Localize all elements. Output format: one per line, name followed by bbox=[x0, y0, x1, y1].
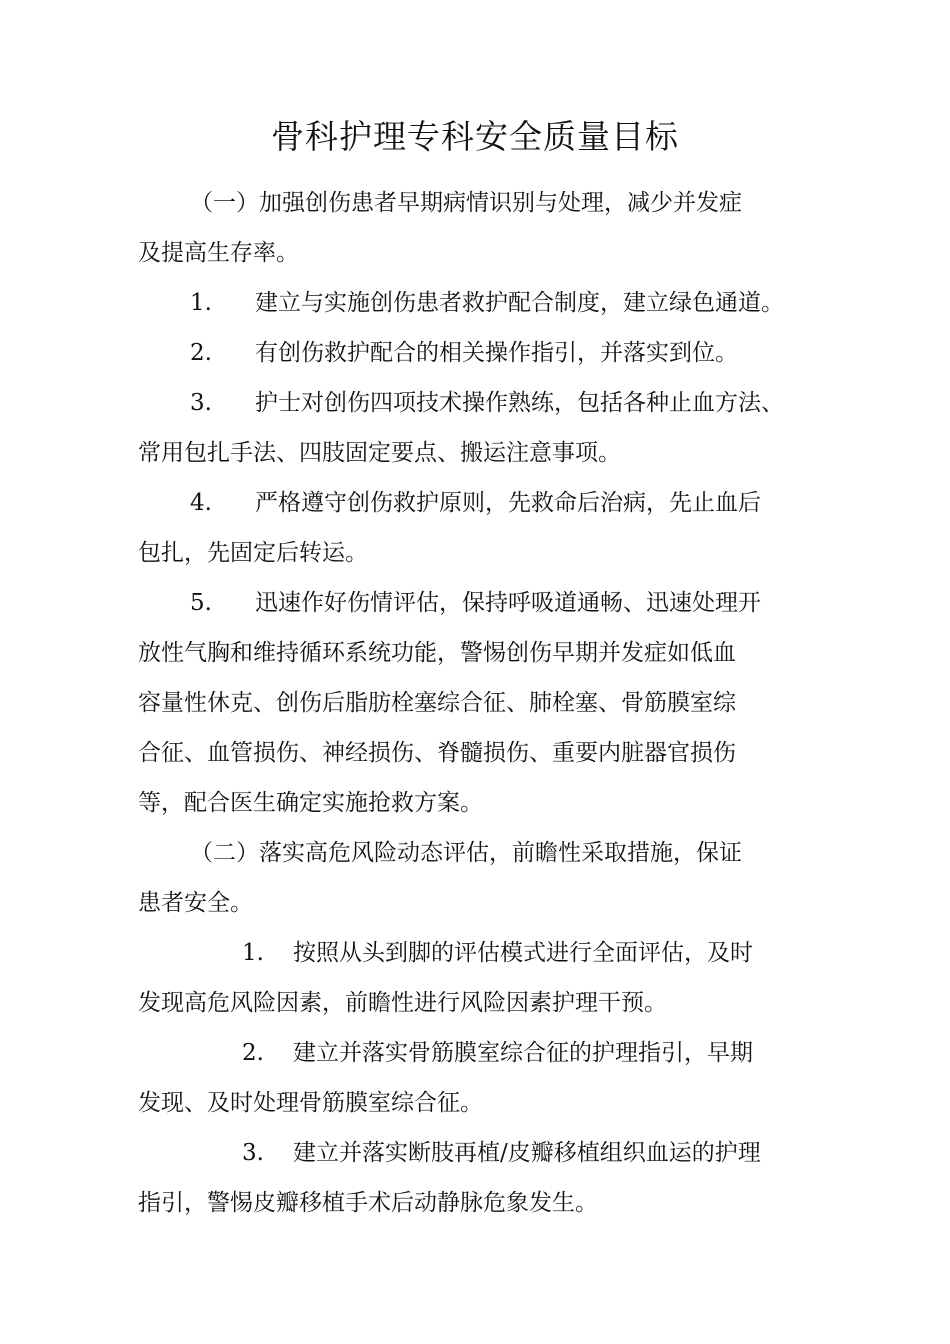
section1-item-5-line2: 放性气胸和维持循环系统功能，警惕创伤早期并发症如低血 bbox=[138, 640, 736, 666]
section2-item-2-number: 2. bbox=[242, 1040, 264, 1066]
section2-heading-line2: 患者安全。 bbox=[138, 890, 253, 916]
section1-item-1-line1: 建立与实施创伤患者救护配合制度，建立绿色通道。 bbox=[255, 290, 784, 316]
document-title: 骨科护理专科安全质量目标 bbox=[271, 117, 679, 156]
section2-item-2-line2: 发现、及时处理骨筋膜室综合征。 bbox=[138, 1090, 483, 1116]
section2-item-3-line2: 指引，警惕皮瓣移植手术后动静脉危象发生。 bbox=[138, 1190, 598, 1216]
section1-item-5-number: 5. bbox=[190, 590, 212, 616]
section1-item-4-line2: 包扎，先固定后转运。 bbox=[138, 540, 368, 566]
section1-item-3-line2: 常用包扎手法、四肢固定要点、搬运注意事项。 bbox=[138, 440, 621, 466]
section1-item-4-line1: 严格遵守创伤救护原则，先救命后治病，先止血后 bbox=[255, 490, 761, 516]
section1-item-4-number: 4. bbox=[190, 490, 212, 516]
section1-item-5-line3: 容量性休克、创伤后脂肪栓塞综合征、肺栓塞、骨筋膜室综 bbox=[138, 690, 736, 716]
section2-heading-line1: （二）落实高危风险动态评估，前瞻性采取措施，保证 bbox=[190, 840, 742, 866]
section1-item-2-line1: 有创伤救护配合的相关操作指引，并落实到位。 bbox=[255, 340, 738, 366]
section2-item-1-number: 1. bbox=[242, 940, 264, 966]
section2-item-1-line1: 按照从头到脚的评估模式进行全面评估，及时 bbox=[293, 940, 753, 966]
section1-item-3-line1: 护士对创伤四项技术操作熟练，包括各种止血方法、 bbox=[255, 390, 784, 416]
section1-item-3-number: 3. bbox=[190, 390, 212, 416]
section2-item-3-line1: 建立并落实断肢再植/皮瓣移植组织血运的护理 bbox=[293, 1140, 761, 1166]
section1-item-5-line1: 迅速作好伤情评估，保持呼吸道通畅、迅速处理开 bbox=[255, 590, 761, 616]
section2-item-2-line1: 建立并落实骨筋膜室综合征的护理指引，早期 bbox=[293, 1040, 753, 1066]
section2-item-1-line2: 发现高危风险因素，前瞻性进行风险因素护理干预。 bbox=[138, 990, 667, 1016]
section1-item-2-number: 2. bbox=[190, 340, 212, 366]
section1-item-5-line5: 等，配合医生确定实施抢救方案。 bbox=[138, 790, 483, 816]
section1-item-1-number: 1. bbox=[190, 290, 212, 316]
section1-heading-line1: （一）加强创伤患者早期病情识别与处理，减少并发症 bbox=[190, 190, 742, 216]
section2-item-3-number: 3. bbox=[242, 1140, 264, 1166]
section1-item-5-line4: 合征、血管损伤、神经损伤、脊髓损伤、重要内脏器官损伤 bbox=[138, 740, 736, 766]
section1-heading-line2: 及提高生存率。 bbox=[138, 240, 299, 266]
